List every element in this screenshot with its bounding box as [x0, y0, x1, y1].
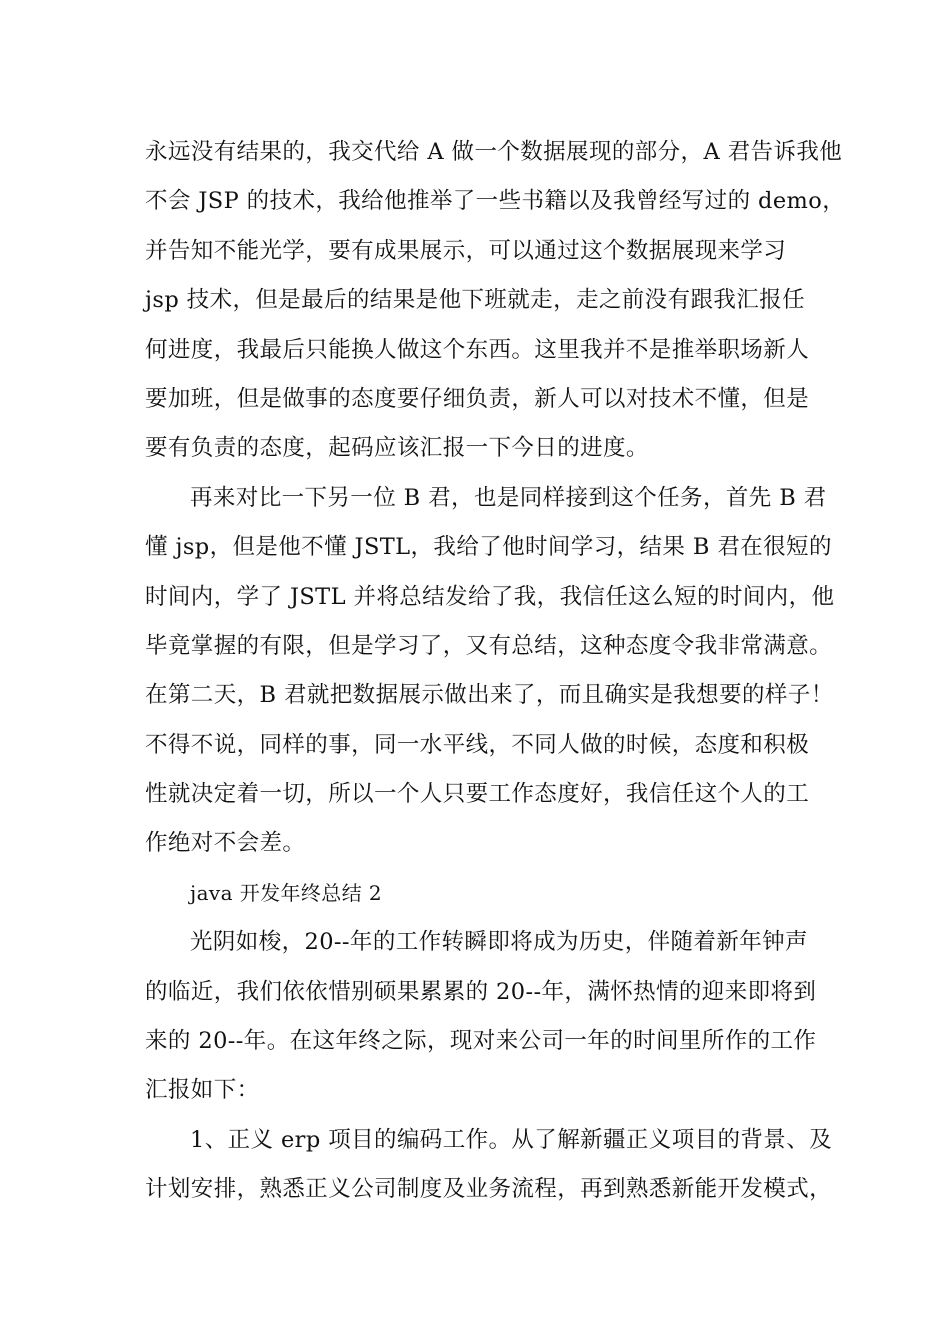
text-line: 懂 jsp，但是他不懂 JSTL，我给了他时间学习，结果 B 君在很短的	[145, 534, 832, 561]
text-line: 计划安排，熟悉正义公司制度及业务流程，再到熟悉新能开发模式，	[145, 1176, 833, 1203]
text-line: 的临近，我们依依惜别硕果累累的 20--年，满怀热情的迎来即将到	[145, 978, 817, 1005]
document-body	[145, 128, 846, 1215]
text-line: 作绝对不会差。	[145, 830, 306, 857]
text-line: 性就决定着一切，所以一个人只要工作态度好，我信任这个人的工	[145, 781, 810, 808]
text-line: 要有负责的态度，起码应该汇报一下今日的进度。	[145, 435, 649, 462]
text-line: jsp 技术，但是最后的结果是他下班就走，走之前没有跟我汇报任	[145, 287, 805, 314]
text-line: 时间内，学了 JSTL 并将总结发给了我，我信任这么短的时间内，他	[145, 583, 835, 610]
text-line: 不得不说，同样的事，同一水平线，不同人做的时候，态度和积极	[145, 731, 810, 758]
section-heading: java 开发年终总结 2	[190, 880, 382, 905]
paragraph-start-line: 光阴如梭，20--年的工作转瞬即将成为历史，伴随着新年钟声	[190, 929, 808, 956]
text-line: 毕竟掌握的有限，但是学习了，又有总结，这种态度令我非常满意。	[145, 632, 833, 659]
text-line: 不会 JSP 的技术，我给他推举了一些书籍以及我曾经写过的 demo，	[145, 188, 846, 215]
text-line: 汇报如下：	[145, 1077, 260, 1104]
text-line: 何进度，我最后只能换人做这个东西。这里我并不是推举职场新人	[145, 336, 810, 363]
paragraph-start-line: 再来对比一下另一位 B 君，也是同样接到这个任务，首先 B 君	[190, 484, 827, 511]
text-line: 并告知不能光学，要有成果展示，可以通过这个数据展现来学习	[145, 237, 787, 264]
text-line: 永远没有结果的，我交代给 A 做一个数据展现的部分，A 君告诉我他	[145, 139, 843, 165]
text-line: 在第二天，B 君就把数据展示做出来了，而且确实是我想要的样子！	[145, 682, 834, 709]
text-line: 要加班，但是做事的态度要仔细负责，新人可以对技术不懂，但是	[145, 385, 810, 412]
paragraph-start-line: 1、正义 erp 项目的编码工作。从了解新疆正义项目的背景、及	[190, 1126, 832, 1153]
text-line: 来的 20--年。在这年终之际，现对来公司一年的时间里所作的工作	[145, 1028, 817, 1055]
